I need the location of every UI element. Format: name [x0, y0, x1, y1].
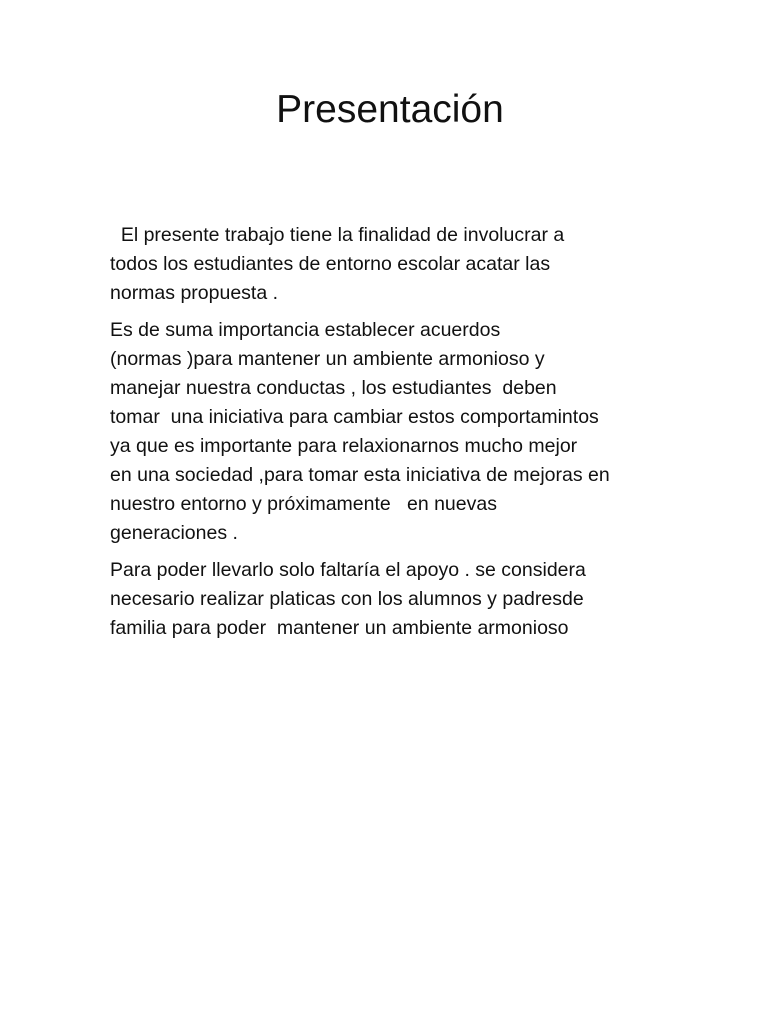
text-line: nuestro entorno y próximamente en nuevas [110, 493, 497, 515]
paragraph-2 [110, 316, 670, 548]
text-line: generaciones . [110, 522, 238, 544]
text-line: Es de suma importancia establecer acuerdos [110, 319, 501, 341]
paragraph-1 [110, 221, 670, 308]
document-body [110, 221, 670, 651]
text-line: normas propuesta . [110, 282, 279, 304]
paragraph-3 [110, 556, 670, 643]
document-title: Presentación [276, 88, 504, 131]
text-line: todos los estudiantes de entorno escolar acatar las [110, 253, 551, 275]
text-line: ya que es importante para relaxionarnos mucho mejor [110, 435, 578, 457]
text-line: tomar una iniciativa para cambiar estos comportamintos [110, 406, 599, 428]
text-line: manejar nuestra conductas , los estudiantes deben [110, 377, 557, 399]
text-line: en una sociedad ,para tomar esta iniciativa de mejoras en [110, 464, 610, 486]
text-line: El presente trabajo tiene la finalidad de involucrar a [110, 224, 565, 246]
text-line: Para poder llevarlo solo faltaría el apoyo . se considera [110, 559, 586, 581]
text-line: (normas )para mantener un ambiente armonioso y [110, 348, 545, 370]
text-line: familia para poder mantener un ambiente armonioso [110, 617, 569, 639]
text-line: necesario realizar platicas con los alumnos y padresde [110, 588, 584, 610]
